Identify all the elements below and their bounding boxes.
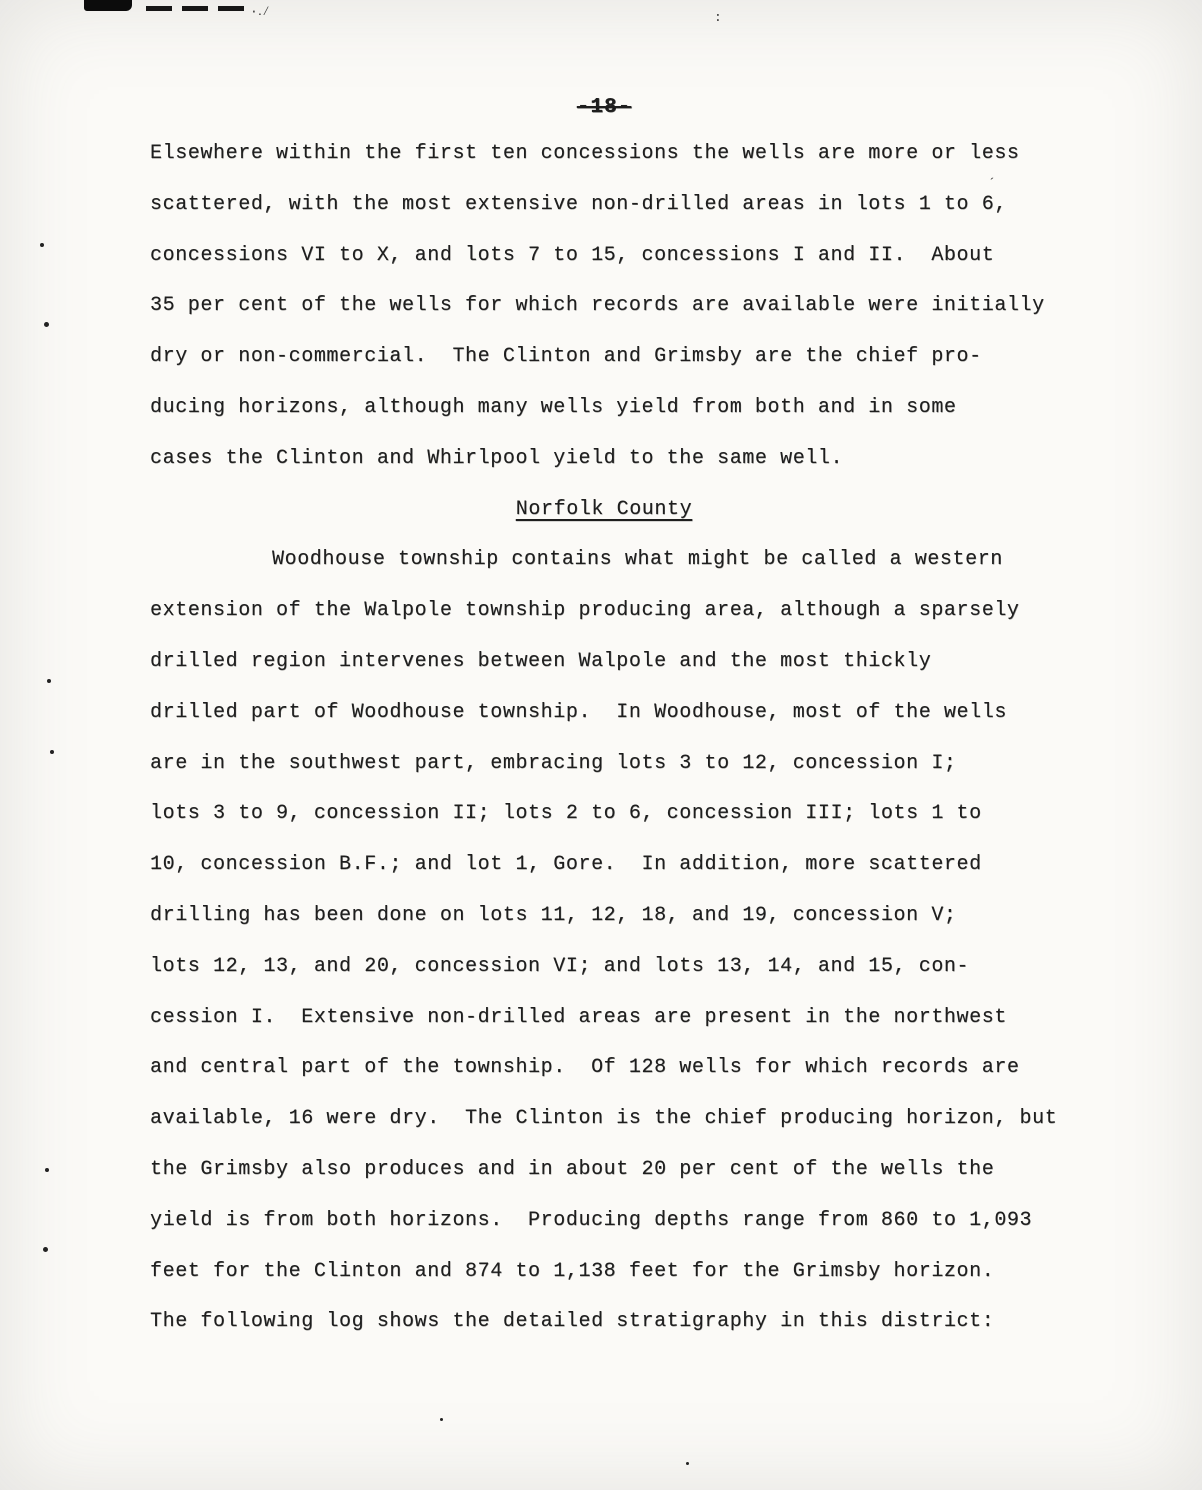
text-line: dry or non-commercial. The Clinton and Grimsby are the chief pro- (150, 345, 982, 369)
text-line: available, 16 were dry. The Clinton is the chief producing horizon, but (150, 1107, 1058, 1131)
ink-speck (44, 322, 49, 327)
scan-artifact-colon: : (714, 10, 722, 25)
ink-speck (40, 243, 44, 247)
text-line: lots 12, 13, and 20, concession VI; and lots 13, 14, and 15, con- (150, 954, 970, 978)
text-line: scattered, with the most extensive non-drilled areas in lots 1 to 6, (150, 192, 1007, 216)
page-number: -18- (576, 96, 632, 119)
scan-artifact-marks: ·․∕ (250, 4, 270, 19)
text-line: drilled part of Woodhouse township. In Woodhouse, most of the wells (150, 700, 1007, 724)
text-line: Elsewhere within the first ten concessions the wells are more or less (150, 142, 1020, 165)
text-line: lots 3 to 9, concession II; lots 2 to 6, concession III; lots 1 to (150, 802, 982, 826)
text-line: the Grimsby also produces and in about 20 per cent of the wells the (150, 1157, 995, 1181)
text-line: concessions VI to X, and lots 7 to 15, concessions I and II. About (150, 243, 995, 267)
text-line: The following log shows the detailed stratigraphy in this district: (150, 1310, 995, 1334)
text-line: 10, concession B.F.; and lot 1, Gore. In addition, more scattered (150, 853, 982, 877)
text-line: cases the Clinton and Whirlpool yield to the same well. (150, 446, 844, 470)
text-line: are in the southwest part, embracing lots 3 to 12, concession I; (150, 751, 957, 775)
text-line: and central part of the township. Of 128 wells for which records are (150, 1056, 1020, 1080)
scan-artifact-tick: ´ (988, 176, 996, 191)
scan-artifact-rule (146, 6, 246, 11)
text-line: yield is from both horizons. Producing depths range from 860 to 1,093 (150, 1208, 1033, 1232)
ink-speck (45, 1168, 49, 1172)
text-line: extension of the Walpole township producing area, although a sparsely (150, 599, 1020, 623)
ink-speck (47, 679, 51, 683)
text-line: drilling has been done on lots 11, 12, 18, and 19, concession V; (150, 903, 957, 927)
text-line: drilled region intervenes between Walpole and the most thickly (150, 649, 932, 673)
text-line: Woodhouse township contains what might be called a western (272, 548, 1003, 572)
text-line: cession I. Extensive non-drilled areas are present in the northwest (150, 1005, 1007, 1029)
text-line: ducing horizons, although many wells yield from both and in some (150, 395, 957, 419)
text-line: feet for the Clinton and 874 to 1,138 feet for the Grimsby horizon. (150, 1259, 995, 1283)
ink-speck (50, 750, 54, 754)
ink-speck (43, 1247, 48, 1252)
text-line: 35 per cent of the wells for which records are available were initially (150, 294, 1045, 318)
ink-speck (686, 1462, 689, 1465)
section-heading: Norfolk County (515, 497, 693, 521)
ink-speck (440, 1418, 443, 1421)
page-content (150, 96, 1058, 1348)
scan-artifact-corner (84, 0, 132, 11)
